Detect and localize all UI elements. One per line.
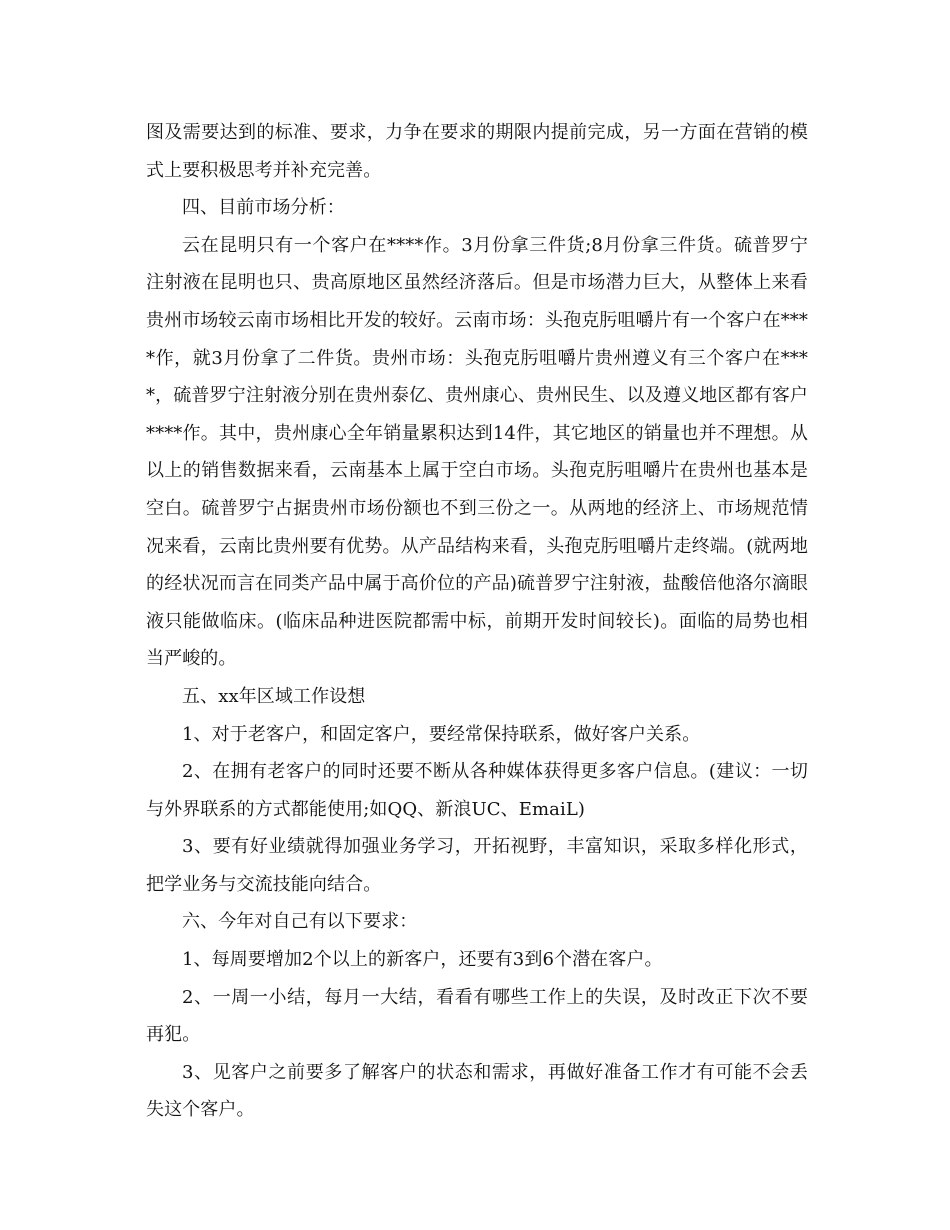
requirement-item-3: 3、见客户之前要多了解客户的状态和需求，再做好准备工作才有可能不会丢失这个客户。: [146, 1061, 808, 1121]
section-heading-self-requirements: 六、今年对自己有以下要求：: [182, 911, 418, 933]
plan-item-3: 3、要有好业绩就得加强业务学习，开拓视野，丰富知识，采取多样化形式，把学业务与交流技能向结合。: [146, 836, 808, 895]
requirement-item-2: 2、一周一小结，每月一大结，看看有哪些工作上的失误，及时改正下次不要再犯。: [146, 986, 808, 1046]
section-heading-market-analysis: 四、目前市场分析：: [182, 197, 345, 219]
plan-item-2: 2、在拥有老客户的同时还要不断从各种媒体获得更多客户信息。(建议：一切与外界联系的方式都能使用;如QQ、新浪UC、EmaiL): [146, 761, 808, 820]
paragraph-market-analysis: 云在昆明只有一个客户在****作。3月份拿三件货;8月份拿三件货。硫普罗宁注射液在昆明也只、贵高原地区虽然经济落后。但是市场潜力巨大，从整体上来看贵州市场较云南市场相比开发的较好。云南市场：头孢克肟咀嚼片有一个客户在****作，就3月份拿了二件货。贵州市场：头孢克肟咀嚼片贵州遵义有三个客户在****，硫普罗宁注射液分别在贵州泰亿、贵州康心、贵州民生、以及遵义地区都有客户****作。其中，贵州康心全年销量累积达到14件，其它地区的销量也并不理想。从以上的销售数据来看，云南基本上属于空白市场。头孢克肟咀嚼片在贵州也基本是空白。硫普罗宁占据贵州市场份额也不到三份之一。从两地的经济上、市场规范情况来看，云南比贵州要有优势。从产品结构来看，头孢克肟咀嚼片走终端。(就两地的经状况而言在同类产品中属于高价位的产品)硫普罗宁注射液，盐酸倍他洛尔滴眼液只能做临床。(临床品种进医院都需中标，前期开发时间较长)。面临的局势也相当严峻的。: [146, 234, 808, 670]
requirement-item-1: 1、每周要增加2个以上的新客户，还要有3到6个潜在客户。: [182, 949, 663, 971]
paragraph-goals-continuation: 图及需要达到的标准、要求，力争在要求的期限内提前完成，另一方面在营销的模式上要积极思考并补充完善。: [146, 122, 808, 181]
plan-item-1: 1、对于老客户，和固定客户，要经常保持联系，做好客户关系。: [182, 723, 701, 745]
section-heading-regional-plan: 五、xx年区域工作设想: [182, 685, 366, 707]
document-body: [146, 114, 808, 1129]
